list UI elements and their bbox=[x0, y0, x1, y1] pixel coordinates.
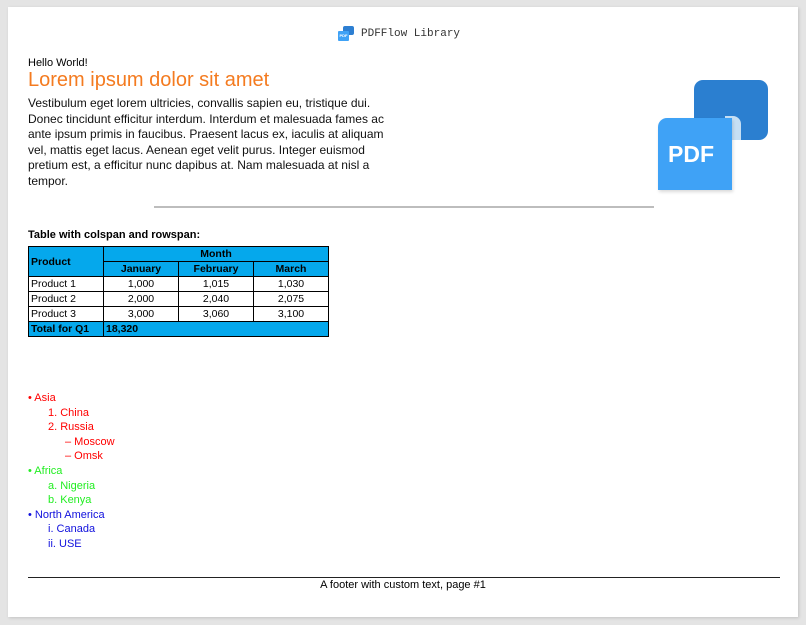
cell-value: 1,000 bbox=[104, 277, 179, 292]
list-item-omsk: – Omsk bbox=[65, 450, 103, 463]
header-product: Product bbox=[29, 247, 104, 277]
document-title: Lorem ipsum dolor sit amet bbox=[28, 69, 270, 91]
header-february: February bbox=[179, 262, 254, 277]
list-item-russia: 2. Russia bbox=[48, 421, 94, 434]
table-row bbox=[29, 292, 329, 307]
table-caption: Table with colspan and rowspan: bbox=[28, 229, 201, 241]
cell-value: 3,100 bbox=[254, 307, 329, 322]
list-item-china: 1. China bbox=[48, 406, 89, 419]
table-row bbox=[29, 307, 329, 322]
separator-line bbox=[154, 206, 654, 208]
header-january: January bbox=[104, 262, 179, 277]
cell-product: Product 1 bbox=[29, 277, 104, 292]
cell-value: 1,015 bbox=[179, 277, 254, 292]
total-label: Total for Q1 bbox=[29, 322, 104, 337]
page-header bbox=[337, 26, 460, 42]
page-footer: A footer with custom text, page #1 bbox=[320, 579, 486, 591]
footer-divider bbox=[28, 577, 780, 578]
logo-front-shape: PDF bbox=[658, 118, 732, 190]
pdf-logo-image bbox=[655, 78, 770, 193]
sales-table bbox=[28, 246, 329, 337]
header-month: Month bbox=[104, 247, 329, 262]
cell-value: 3,060 bbox=[179, 307, 254, 322]
header-march: March bbox=[254, 262, 329, 277]
cell-value: 3,000 bbox=[104, 307, 179, 322]
cell-value: 1,030 bbox=[254, 277, 329, 292]
list-item-africa: • Africa bbox=[28, 464, 63, 477]
cell-product: Product 2 bbox=[29, 292, 104, 307]
continent-list bbox=[28, 391, 115, 552]
table-row bbox=[29, 277, 329, 292]
total-value: 18,320 bbox=[104, 322, 329, 337]
list-item-north-america: • North America bbox=[28, 508, 105, 521]
header-title: PDFFlow Library bbox=[361, 28, 461, 40]
total-row bbox=[29, 322, 329, 337]
list-item-canada: i. Canada bbox=[48, 523, 96, 536]
body-paragraph: Vestibulum eget lorem ultricies, convallis sapien eu, tristique dui. Donec tincidunt efficitur interdum. Interdum et malesuada fames ac ante ipsum primis in faucibus. Praesent lacus ex, iaculis at aliquam vel, mattis eget lacus. Aenean eget velit purus. Integer euismod pretium est, a efficitur nunc dapibus at. Nam malesuada at nisl a tempor. bbox=[28, 96, 384, 188]
cell-value: 2,040 bbox=[179, 292, 254, 307]
list-item-use: ii. USE bbox=[48, 537, 82, 550]
hello-text: Hello World! bbox=[28, 57, 88, 69]
list-item-nigeria: a. Nigeria bbox=[48, 479, 96, 492]
pdfflow-logo-icon: PDF bbox=[337, 26, 355, 42]
list-item-asia: • Asia bbox=[28, 392, 56, 404]
cell-value: 2,075 bbox=[254, 292, 329, 307]
list-item-moscow: – Moscow bbox=[65, 435, 115, 448]
cell-value: 2,000 bbox=[104, 292, 179, 307]
list-item-kenya: b. Kenya bbox=[48, 494, 92, 507]
cell-product: Product 3 bbox=[29, 307, 104, 322]
